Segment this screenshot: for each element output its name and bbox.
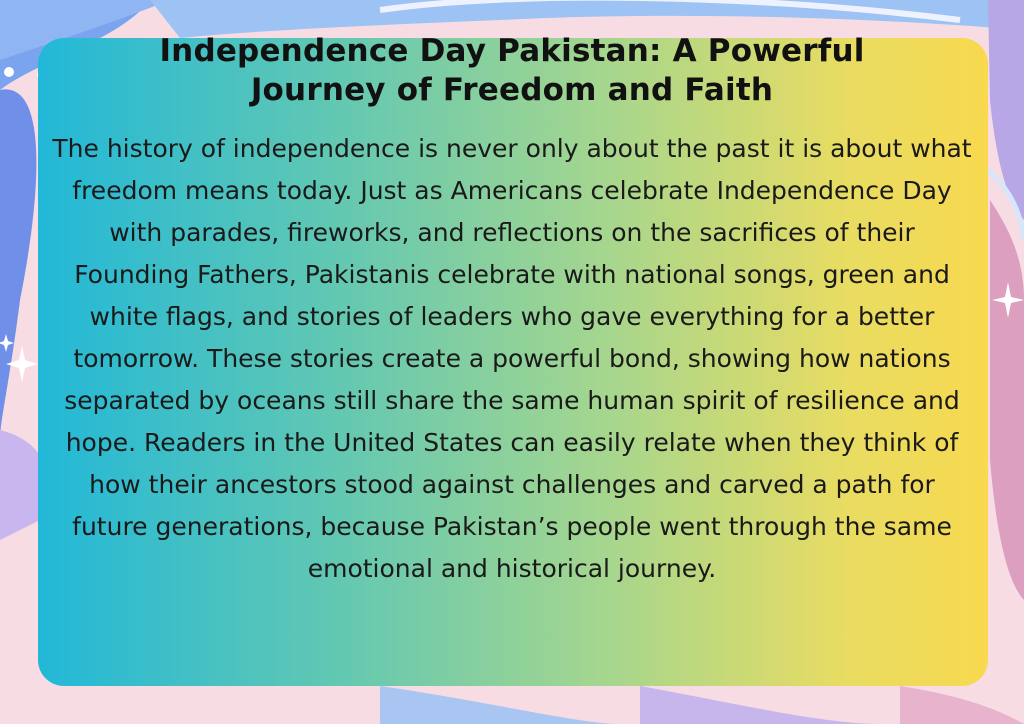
title-line-2: Journey of Freedom and Faith (250, 72, 774, 108)
bottom-right-pink (900, 686, 1024, 724)
purple-blob-left (0, 89, 36, 440)
title-line-1: Independence Day Pakistan: A Powerful (159, 33, 865, 69)
article-body: The history of independence is never only about the past it is about what freedom means today. Just as Americans celebrate Independence Day with parades, fireworks, and reflections on the sacrifices of their Founding Fathers, Pakistanis celebrate with national songs, green and white flags, and stories of leaders who gave everything for a better tomorrow. These stories create a powerful bond, showing how nations separated by oceans still share the same human spirit of resilience and hope. Readers in the United States can easily relate when they think of how their ancestors stood against challenges and carved a path for future generations, because Pakistan’s people went through the same emotional and historical journey. (52, 134, 972, 583)
bottom-lavender-band (640, 686, 880, 724)
article-title (0, 32, 1024, 110)
right-pink-blob (990, 200, 1024, 600)
bottom-blue-band (380, 686, 620, 724)
